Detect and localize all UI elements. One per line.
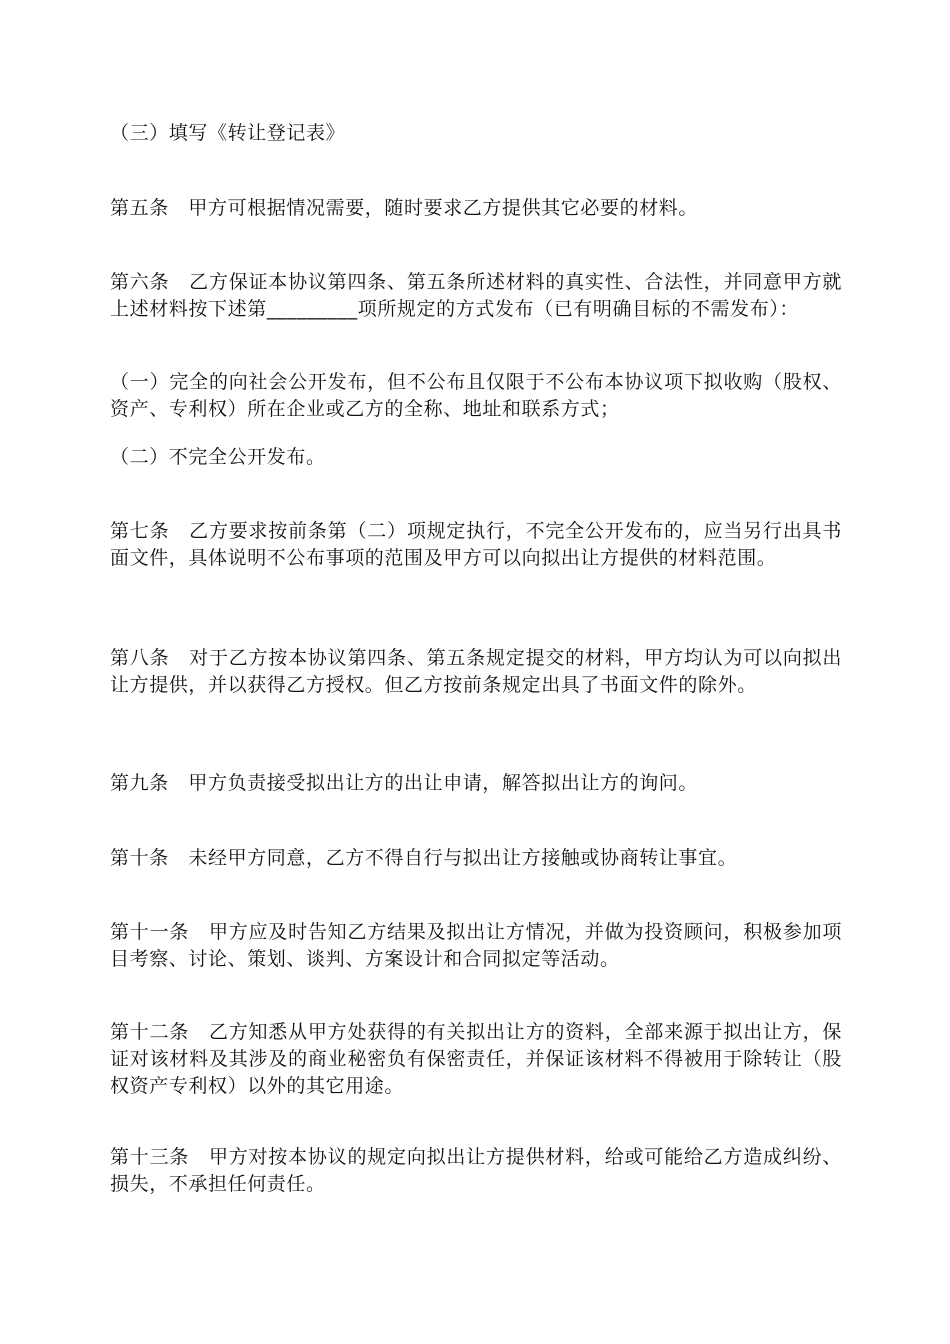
article-9: 第九条 甲方负责接受拟出让方的出让申请，解答拟出让方的询问。: [110, 772, 699, 794]
article-6-text-after-blank: 项所规定的方式发布（已有明确目标的不需发布）：: [357, 298, 800, 320]
article-6-blank-field: _________: [266, 298, 358, 320]
article-6: [110, 269, 842, 323]
article-6-item-2: （二）不完全公开发布。: [110, 446, 326, 468]
article-10: 第十条 未经甲方同意，乙方不得自行与拟出让方接触或协商转让事宜。: [110, 847, 738, 869]
article-8: 第八条 对于乙方按本协议第四条、第五条规定提交的材料，甲方均认为可以向拟出让方提供，并以获得乙方授权。但乙方按前条规定出具了书面文件的除外。: [110, 647, 842, 696]
article-7: 第七条 乙方要求按前条第（二）项规定执行，不完全公开发布的，应当另行出具书面文件，具体说明不公布事项的范围及甲方可以向拟出让方提供的材料范围。: [110, 520, 842, 569]
article-6-item-1: （一）完全的向社会公开发布，但不公布且仅限于不公布本协议项下拟收购（股权、资产、专利权）所在企业或乙方的全称、地址和联系方式；: [110, 371, 842, 420]
article-6-text-before-blank: 第六条 乙方保证本协议第四条、第五条所述材料的真实性、合法性，并同意甲方就上述材料按下述第: [110, 271, 842, 320]
item-3-fill-form: （三）填写《转让登记表》: [110, 122, 346, 144]
article-5: 第五条 甲方可根据情况需要，随时要求乙方提供其它必要的材料。: [110, 197, 699, 219]
article-11: 第十一条 甲方应及时告知乙方结果及拟出让方情况，并做为投资顾问，积极参加项目考察、讨论、策划、谈判、方案设计和合同拟定等活动。: [110, 921, 842, 970]
article-12: 第十二条 乙方知悉从甲方处获得的有关拟出让方的资料，全部来源于拟出让方，保证对该材料及其涉及的商业秘密负有保密责任，并保证该材料不得被用于除转让（股权资产专利权）以外的其它用途。: [110, 1021, 842, 1097]
article-13: 第十三条 甲方对按本协议的规定向拟出让方提供材料，给或可能给乙方造成纠纷、损失，不承担任何责任。: [110, 1146, 842, 1195]
